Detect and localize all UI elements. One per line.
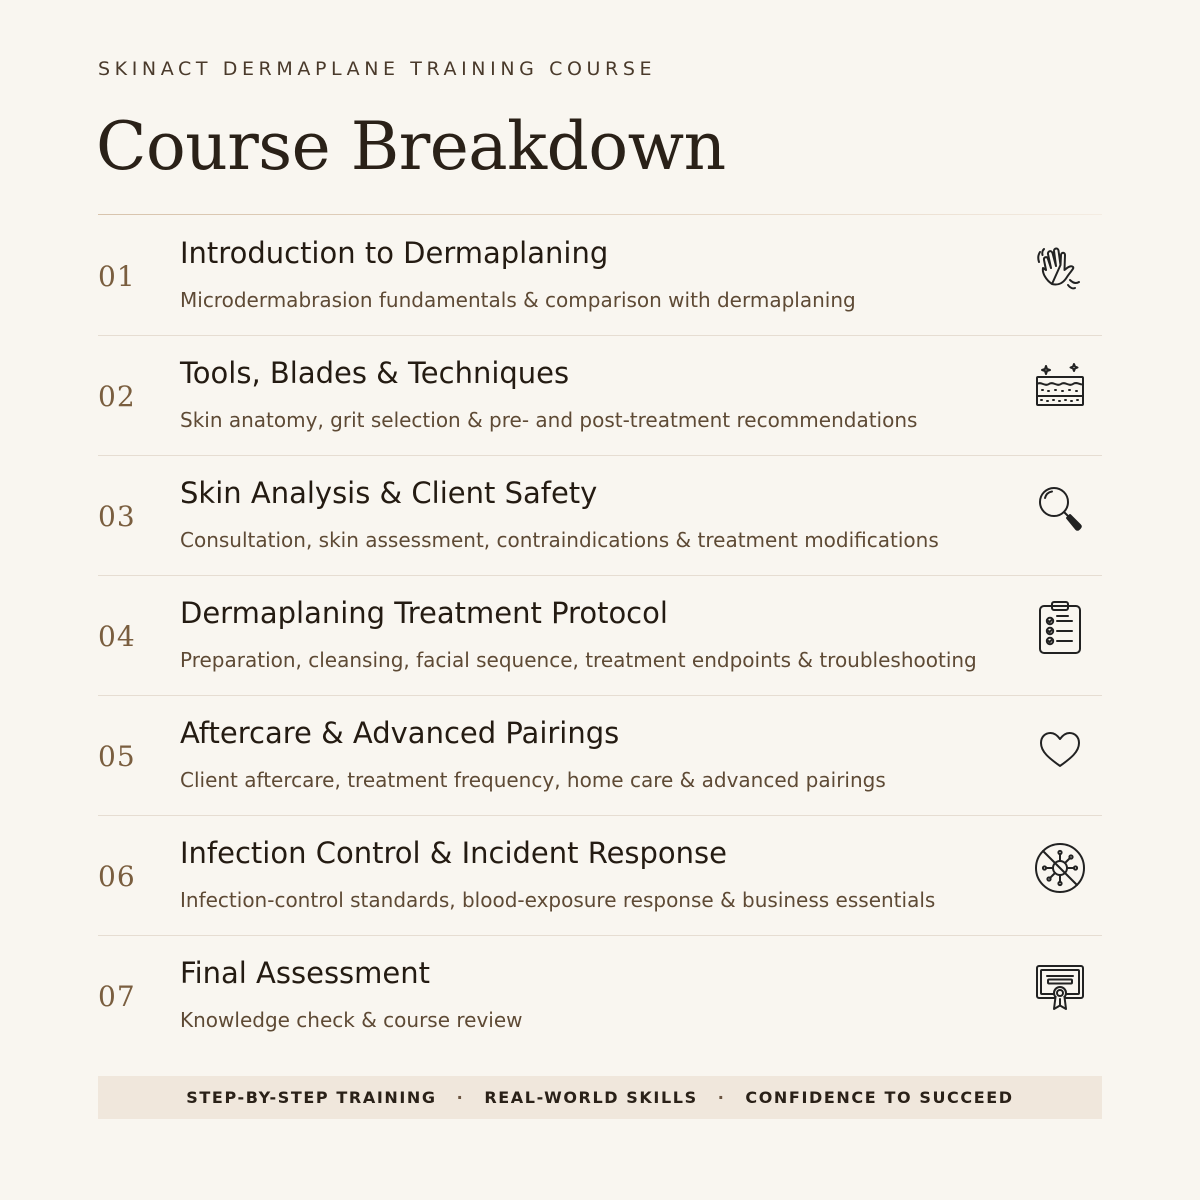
waving-hand-icon (1032, 240, 1088, 296)
page-title: Course Breakdown (96, 108, 726, 185)
tagline-separator: · (717, 1088, 726, 1107)
certificate-icon (1032, 960, 1088, 1016)
title-divider (98, 214, 1102, 215)
module-row (98, 336, 1102, 456)
module-description: Skin anatomy, grit selection & pre- and post-treatment recommendations (180, 408, 918, 432)
module-description: Preparation, cleansing, facial sequence, treatment endpoints & troubleshooting (180, 648, 977, 672)
module-number: 02 (98, 380, 136, 413)
module-description: Consultation, skin assessment, contraindications & treatment modifications (180, 528, 939, 552)
tagline-item: CONFIDENCE TO SUCCEED (745, 1088, 1014, 1107)
module-row (98, 576, 1102, 696)
module-number: 05 (98, 740, 136, 773)
module-title: Tools, Blades & Techniques (180, 356, 570, 390)
tagline-item: REAL-WORLD SKILLS (484, 1088, 698, 1107)
module-title: Skin Analysis & Client Safety (180, 476, 598, 510)
module-number: 06 (98, 860, 136, 893)
tagline-item: STEP-BY-STEP TRAINING (186, 1088, 437, 1107)
module-row (98, 456, 1102, 576)
module-title: Introduction to Dermaplaning (180, 236, 609, 270)
module-title: Final Assessment (180, 956, 431, 990)
module-title: Infection Control & Incident Response (180, 836, 728, 870)
course-eyebrow: SKINACT DERMAPLANE TRAINING COURSE (98, 58, 657, 80)
footer-tagline-bar (98, 1076, 1102, 1119)
no-virus-icon (1032, 840, 1088, 896)
module-row (98, 936, 1102, 1055)
heart-icon (1032, 720, 1088, 776)
module-row (98, 216, 1102, 336)
magnifier-icon (1032, 480, 1088, 536)
module-description: Knowledge check & course review (180, 1008, 523, 1032)
module-title: Aftercare & Advanced Pairings (180, 716, 620, 750)
skin-layers-icon (1032, 360, 1088, 416)
module-description: Client aftercare, treatment frequency, home care & advanced pairings (180, 768, 886, 792)
module-description: Microdermabrasion fundamentals & comparison with dermaplaning (180, 288, 856, 312)
module-number: 07 (98, 980, 136, 1013)
tagline-separator: · (456, 1088, 465, 1107)
module-row (98, 816, 1102, 936)
clipboard-checklist-icon (1032, 600, 1088, 656)
module-number: 01 (98, 260, 136, 293)
module-row (98, 696, 1102, 816)
module-list (98, 216, 1102, 1055)
module-title: Dermaplaning Treatment Protocol (180, 596, 668, 630)
module-number: 03 (98, 500, 136, 533)
module-description: Infection-control standards, blood-exposure response & business essentials (180, 888, 936, 912)
module-number: 04 (98, 620, 136, 653)
